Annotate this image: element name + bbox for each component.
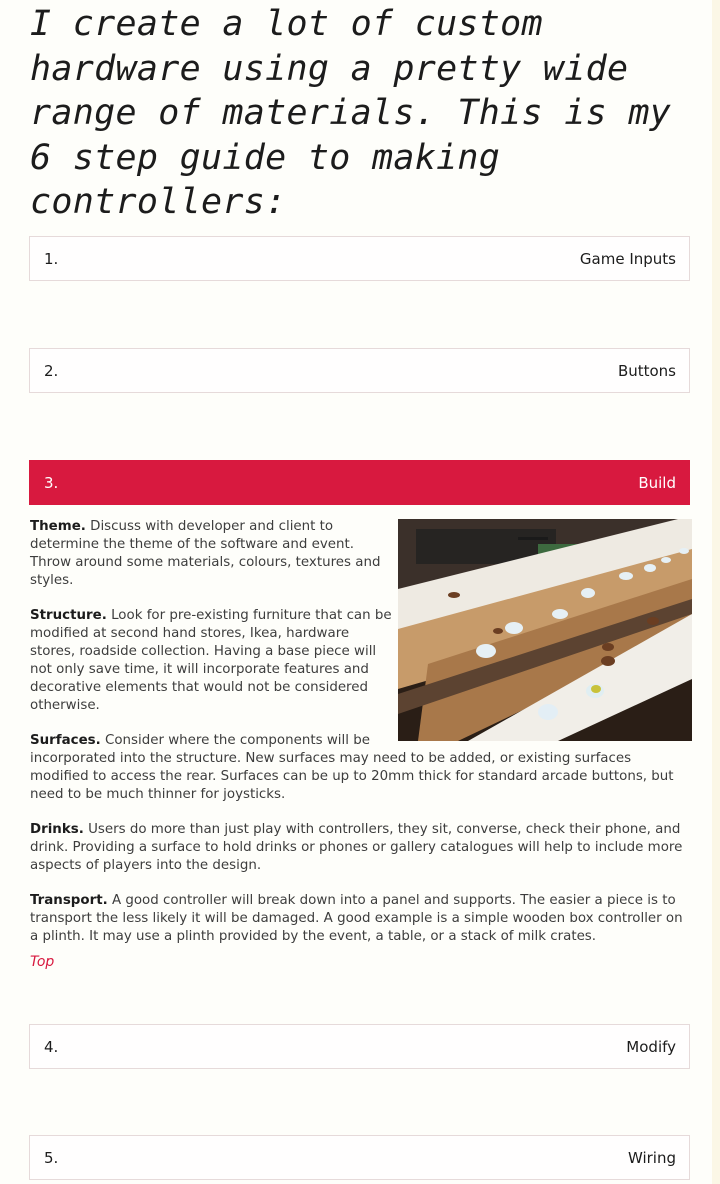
step-title: Wiring	[627, 1149, 676, 1167]
build-content	[30, 518, 692, 963]
paragraph-text: A good controller will break down into a panel and supports. The easier a piece is to transport the less likely it will be damaged. A good example is a simple wooden box controller on a plinth. It may use a plinth provided by the event, a table, or a stack of milk crates.	[30, 893, 683, 944]
paragraph-text: Users do more than just play with controllers, they sit, converse, check their phone, and drink. Providing a surface to hold drinks or phones or gallery catalogues will help to include more aspects of players into the design.	[30, 822, 683, 873]
paragraph-transport	[30, 892, 692, 946]
step-number: 2.	[44, 362, 59, 380]
controller-build-photo	[398, 519, 692, 741]
paragraph-text: Look for pre-existing furniture that can be modified at second hand stores, Ikea, hardware stores, roadside collection. Having a base piece will not only save time, it will incorporate features and decorative elements that would not be considered otherwise.	[30, 608, 392, 713]
step-title: Buttons	[617, 362, 676, 380]
step-title: Build	[638, 474, 676, 492]
step-game-inputs[interactable]	[29, 236, 690, 281]
paragraph-surfaces	[30, 732, 692, 804]
top-link[interactable]: Top	[30, 954, 55, 970]
step-buttons[interactable]	[29, 348, 690, 393]
step-modify[interactable]	[29, 1024, 690, 1069]
paragraph-label: Structure.	[30, 608, 107, 623]
step-title: Modify	[626, 1038, 676, 1056]
step-number: 1.	[44, 250, 59, 268]
step-number: 3.	[44, 474, 59, 492]
paragraph-label: Theme.	[30, 519, 86, 534]
wooden-plank-controller-image	[398, 519, 692, 741]
paragraph-drinks	[30, 821, 692, 875]
page-heading: I create a lot of custom hardware using a pretty wide range of materials. This is my 6 step guide to making controllers:	[30, 4, 672, 222]
paragraph-label: Transport.	[30, 893, 108, 908]
step-wiring[interactable]	[29, 1135, 690, 1180]
paragraph-label: Surfaces.	[30, 733, 101, 748]
page-edge	[712, 0, 720, 1184]
step-number: 4.	[44, 1038, 59, 1056]
step-build[interactable]	[29, 460, 690, 505]
paragraph-text: Consider where the components will be incorporated into the structure. New surfaces may need to be added, or existing surfaces modified to access the rear. Surfaces can be up to 20mm thick for standard arcade buttons, but need to be much thinner for joysticks.	[30, 733, 674, 802]
paragraph-label: Drinks.	[30, 822, 84, 837]
paragraph-text: Discuss with developer and client to determine the theme of the software and event. Throw around some materials, colours, textures and styles.	[30, 519, 381, 588]
step-title: Game Inputs	[579, 250, 676, 268]
step-number: 5.	[44, 1149, 59, 1167]
